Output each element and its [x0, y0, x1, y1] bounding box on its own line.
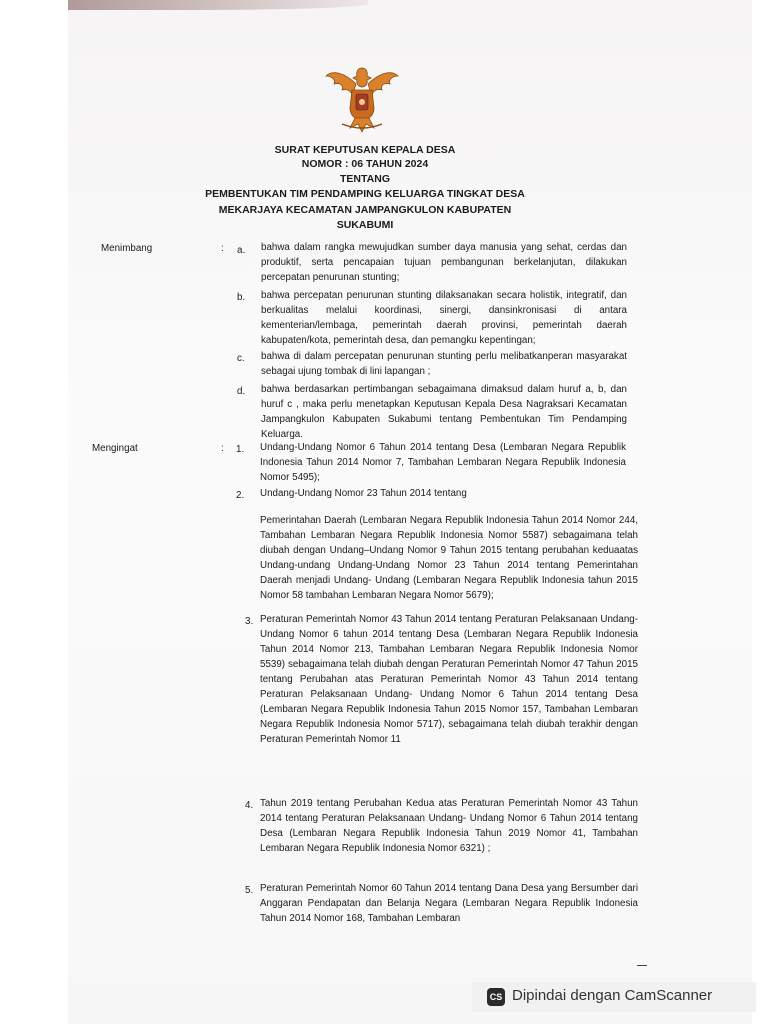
mengingat-mark-1: 1. [236, 444, 245, 455]
scan-mark [637, 965, 647, 966]
camscanner-logo-icon: CS [487, 988, 505, 1006]
menimbang-label: Menimbang [101, 243, 153, 254]
mengingat-colon: : [221, 443, 224, 454]
menimbang-mark-a: a. [237, 245, 246, 256]
menimbang-item-c: bahwa di dalam percepatan penurunan stunting perlu melibatkanperan masyarakat sebagai ujung tombak di lini lapangan ; [261, 351, 627, 377]
menimbang-mark-d: d. [237, 386, 246, 397]
decree-subject-line1: PEMBENTUKAN TIM PENDAMPING KELUARGA TINGKAT DESA [205, 188, 525, 200]
menimbang-item-d: bahwa berdasarkan pertimbangan sebagaimana dimaksud dalam huruf a, b, dan huruf c , maka perlu menetapkan Keputusan Kepala Desa Nagraksari Kecamatan Jampangkulon Kabupaten Sukabumi tentang Pembentukan Tim Pendamping Keluarga. [261, 384, 627, 440]
menimbang-mark-b: b. [237, 292, 246, 303]
decree-number: NOMOR : 06 TAHUN 2024 [301, 158, 429, 170]
decree-subject-line2: MEKARJAYA KECAMATAN JAMPANGKULON KABUPATEN [218, 204, 512, 216]
mengingat-mark-2: 2. [236, 490, 245, 501]
mengingat-item-5: Peraturan Pemerintah Nomor 60 Tahun 2014 tentang Dana Desa yang Bersumber dari Anggaran Pendapatan dan Belanja Negara (Lembaran Negara Republik Indonesia Tahun 2014 Nomor 168, Tambahan Lembaran [260, 883, 638, 924]
camscanner-text: Dipindai dengan CamScanner [512, 987, 713, 1004]
mengingat-mark-5: 5. [245, 885, 254, 896]
mengingat-item-4: Tahun 2019 tentang Perubahan Kedua atas Peraturan Pemerintah Nomor 43 Tahun 2014 tentang Peraturan Pelaksanaan Undang- Undang Nomor 6 Tahun 2014 tentang Desa (Lembaran Negara Republik Indonesia Tahun 2019 Nomor 41, Tambahan Lembaran Negara Republik Indonesia Nomor 6321) ; [260, 798, 638, 854]
menimbang-colon: : [221, 243, 224, 254]
menimbang-item-b: bahwa percepatan penurunan stunting dilaksanakan secara holistik, integratif, dan berkualitas melalui koordinasi, sinergi, dansinkronisasi di antara kementerian/lembaga, pemerintah daerah provinsi, pemerintah daerah kabupaten/kota, pemerintah desa, dan pemangku kepentingan; [261, 290, 627, 346]
menimbang-mark-c: c. [237, 353, 245, 364]
mengingat-item-2-continued: Pemerintahan Daerah (Lembaran Negara Republik Indonesia Tahun 2014 Nomor 244, Tambahan Lembaran Negara Republik Indonesia Nomor 5587) sebagaimana telah diubah dengan Undang–Undang Nomor 9 Tahun 2015 tentang perubahan keduaatas Undang-undang Undang-Undang Nomor 23 Tahun 2014 tentang Pemerintahan Daerah menjadi Undang- Undang (Lembaran Negara Republik Indonesia tahun 2015 Nomor 58 tambahan Lembaran Negara Nomor 5679); [260, 515, 638, 601]
decree-subject-line3: SUKABUMI [336, 219, 394, 231]
mengingat-mark-4: 4. [245, 800, 254, 811]
garuda-emblem-icon [322, 62, 402, 134]
mengingat-item-2: Undang-Undang Nomor 23 Tahun 2014 tentang [260, 488, 467, 499]
mengingat-item-3: Peraturan Pemerintah Nomor 43 Tahun 2014 tentang Peraturan Pelaksanaan Undang-Undang Nomor 6 tahun 2014 tentang Desa (Lembaran Negara Republik Indonesia Tahun 2014 Nomor 213, Tambahan Lembaran Negara Republik Indonesia Nomor 5539) sebagaimana telah diubah dengan Peraturan Pemerintah Nomor 47 Tahun 2015 tentang Perubahan atas Peraturan Pemerintah Nomor 43 Tahun 2014 tentang Peraturan Pelaksanaan Undang- Undang Nomor 6 Tahun 2014 tentang Desa (Lembaran Negara Republik Indonesia Tahun 2015 Nomor 157, Tambahan Lembaran Negara Republik Indonesia Nomor 5717), sebagaimana telah diubah terakhir dengan Peraturan Pemerintah Nomor 11 [260, 614, 638, 745]
mengingat-item-1: Undang-Undang Nomor 6 Tahun 2014 tentang Desa (Lembaran Negara Republik Indonesia Tahun 2014 Nomor 7, Tambahan Lembaran Negara Republik Indonesia Nomor 5495); [260, 442, 626, 483]
mengingat-mark-3: 3. [245, 616, 254, 627]
menimbang-item-a: bahwa dalam rangka mewujudkan sumber daya manusia yang sehat, cerdas dan produktif, serta pencapaian tujuan pembangunan berkelanjutan, dilakukan percepatan penurunan stunting; [261, 242, 627, 283]
mengingat-label: Mengingat [92, 443, 138, 454]
decree-about: TENTANG [340, 173, 390, 185]
decree-title: SURAT KEPUTUSAN KEPALA DESA [274, 144, 456, 156]
